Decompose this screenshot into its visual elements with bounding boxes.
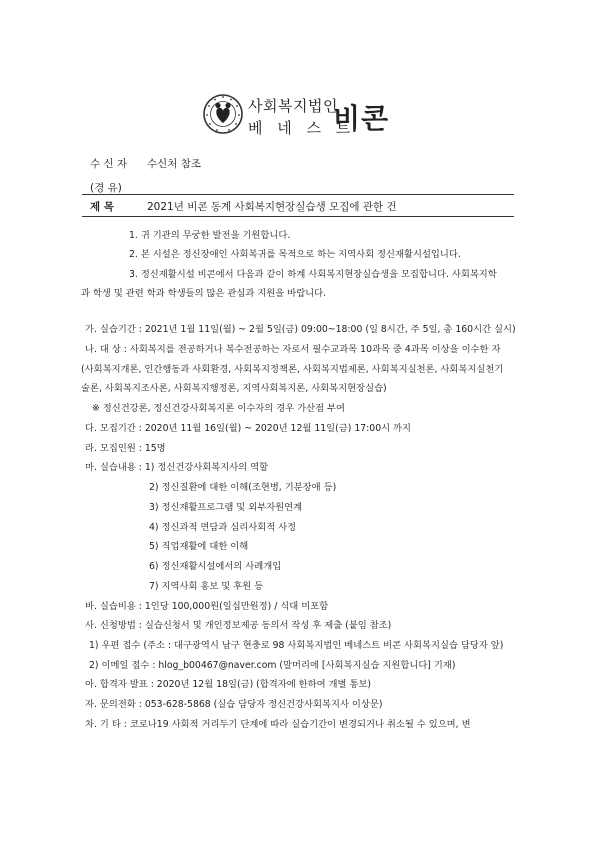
item-content-sub: 3) 정신재활프로그램 및 외부자원연계 xyxy=(149,502,303,513)
subject-label: 제 목 xyxy=(90,201,114,213)
item-recruit-count: 라. 모집인원 : 15명 xyxy=(85,443,166,454)
subject-value: 2021년 비콘 동계 사회복지현장실습생 모집에 관한 건 xyxy=(147,201,397,213)
intro-line: 과 학생 및 관련 학과 학생들의 많은 관심과 지원을 바랍니다. xyxy=(81,288,327,299)
item-content-sub: 2) 정신질환에 대한 이해(조현병, 기분장애 등) xyxy=(149,482,337,493)
item-apply-method: 사. 신청방법 : 실습신청서 및 개인정보제공 동의서 작성 후 제출 (붙임 참조) xyxy=(85,620,392,631)
item-period: 가. 실습기간 : 2021년 1월 11일(월) ~ 2월 5일(금) 09:00~18:00 (일 8시간, 주 5일, 총 160시간 실시) xyxy=(85,324,516,335)
item-announcement: 아. 합격자 발표 : 2020년 12월 18일(금) (합격자에 한하여 개별 통보) xyxy=(85,679,372,690)
item-content-sub: 7) 지역사회 홍보 및 후원 등 xyxy=(149,581,264,592)
organization-name-line1: 사회복지법인 xyxy=(248,97,338,115)
recipient-label: 수 신 자 xyxy=(90,158,128,170)
organization-brand: 비콘 xyxy=(333,102,390,135)
item-recruit-period: 다. 모집기간 : 2020년 11월 16일(월) ~ 2020년 12월 11일(금) 17:00시 까지 xyxy=(85,423,412,434)
subject-bottom-rule xyxy=(82,216,514,217)
intro-line: 1. 귀 기관의 무궁한 발전을 기원합니다. xyxy=(129,230,291,241)
organization-seal-logo xyxy=(203,94,243,134)
item-content-sub: 5) 직업재활에 대한 이해 xyxy=(149,541,249,552)
via-label: (경 유) xyxy=(90,182,122,194)
item-etc: 차. 기 타 : 코로나19 사회적 거리두기 단계에 따라 실습기간이 변경되거나 취소될 수 있으며, 변 xyxy=(85,719,471,730)
item-target-subjects: (사회복지개론, 인간행동과 사회환경, 사회복지정책론, 사회복지법제론, 사회복지실천론, 사회복지실천기 xyxy=(81,364,504,375)
item-fee: 바. 실습비용 : 1인당 100,000원(일십만원정) / 식대 미포함 xyxy=(85,601,329,612)
item-content: 마. 실습내용 : 1) 정신건강사회복지사의 역할 xyxy=(85,462,269,473)
item-bonus-note: ※ 정신건강론, 정신건강사회복지론 이수자의 경우 가산점 부여 xyxy=(92,403,345,414)
item-contact: 자. 문의전화 : 053-628-5868 (실습 담당자 정신건강사회복지사 이상문) xyxy=(85,699,383,710)
item-apply-email: 2) 이메일 접수 : hlog_b00467@naver.com (말머리에 [사회복지실습 지원합니다] 기재) xyxy=(89,660,456,671)
organization-name-line2: 베 네 스 트 xyxy=(248,119,356,137)
intro-line: 2. 본 시설은 정신장애인 사회복귀를 목적으로 하는 지역사회 정신재활시설입니다. xyxy=(129,249,461,260)
intro-line: 3. 정신재활시설 비콘에서 다음과 같이 하계 사회복지현장실습생을 모집합니다. 사회복지학 xyxy=(129,269,497,280)
item-content-sub: 4) 정신과적 면담과 심리사회적 사정 xyxy=(149,522,297,533)
recipient-value: 수신처 참조 xyxy=(147,158,202,170)
item-target-subjects: 술론, 사회복지조사론, 사회복지행정론, 지역사회복지론, 사회복지현장실습) xyxy=(81,383,387,394)
subject-top-rule xyxy=(82,194,514,195)
item-apply-mail: 1) 우편 접수 (주소 : 대구광역시 남구 현충로 98 사회복지법인 베네스트 비콘 사회복지실습 담당자 앞) xyxy=(89,640,504,651)
item-content-sub: 6) 정신재활시설에서의 사례개입 xyxy=(149,561,282,572)
item-target: 나. 대 상 : 사회복지를 전공하거나 복수전공하는 자로서 필수교과목 10과목 중 4과목 이상을 이수한 자 xyxy=(85,344,501,355)
